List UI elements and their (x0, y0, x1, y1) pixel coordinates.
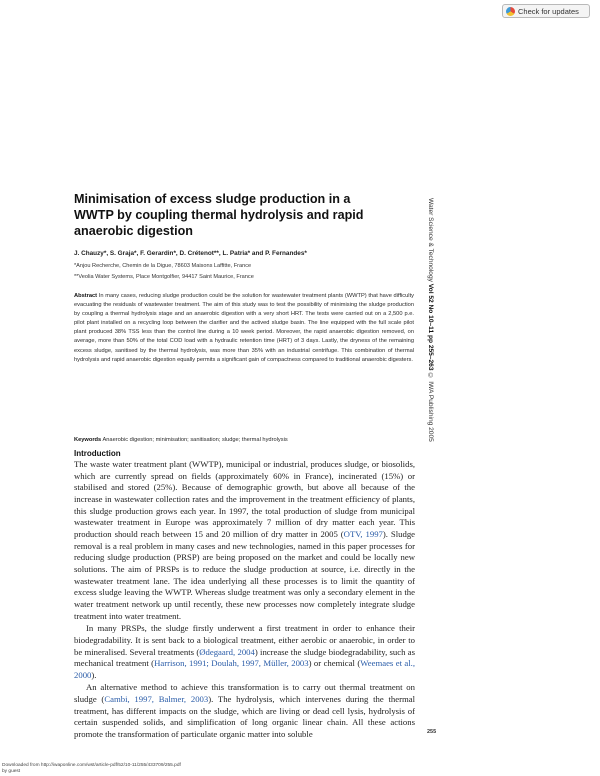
download-footer (2, 763, 181, 774)
download-by: by guest (2, 768, 21, 774)
keywords (74, 437, 414, 443)
journal-sidebar (427, 198, 434, 458)
paper-title: Minimisation of excess sludge production in a WWTP by coupling thermal hydrolysis and rapid anaerobic digestion (74, 192, 364, 238)
text-run: In many PRSPs, the sludge firstly underwent a first treatment in order to enhance their biodegradability. It is sent back to a biological treatment, either aerobic or anaerobic, in order to be mineralised. Several treatments ( (74, 623, 415, 657)
text-run: The waste water treatment plant (WWTP), municipal or industrial, produces sludge, or biosolids, which are currently spread on fields (approximately 60% in France), incinerated (15%) or stabilised and stored (25%). Because of demographic growth, but above all because of the increase in wastewater collection rates and the improvement in the treatment efficiency of plants, this sludge production grows each year. In 1997, the total production of sludge from municipal wastewater treatment in Europe was approximately 7 million of dry matter each year. This production should reach between 15 and 20 million of dry matter in 2005 ( (74, 459, 415, 539)
body-text (74, 459, 415, 741)
abstract-text: In many cases, reducing sludge production could be the solution for wastewater treatment plants (WWTP) that have difficulty evacuating the residuals of wastewater treatment. The aim of this study was to test the possibility of minimising the sludge production by coupling a thermal hydrolysis stage and an anaerobic digestion with a very short HRT. The tests were carried out on a 2,500 p.e. pilot plant installed on a recycling loop between the clarifier and the actived sludge basin. The line equipped with the full scale pilot plant produced 38% TSS less than the control line during a 10 week period. Moreover, the rapid anaerobic digestion removed, on average, more than 50% of the total COD load with a hydraulic retention time (HRT) of 3 days. Lastly, the dryness of the remaining excess sludge, sanitised by the thermal hydrolysis, was more than 35% with an industrial centrifuge. This combination of thermal hydrolysis and rapid anaerobic digestion equally permits a significant gain of compactness compared to traditional anaerobic digesters. (74, 293, 414, 363)
affiliation-2: **Veolia Water Systems, Place Montgolfier, 94417 Saint Maurice, France (74, 274, 254, 280)
text-run: ). Sludge removal is a real problem in many cases and new technologies, named in this paper processes for reducing sludge production (PRSP) are being proposed on the market and could be locally new solutions. The aim of PRSPs is to reduce the sludge production at source, i.e. directly in the wastewater treatment lane. The idea underlying all these processes is to limit the quantity of excess sludge leaving the WWTP. Whereas sludge treatment was only a secondary element in the water treatment network up until recently, these new processes now completely integrate sludge treatment into water treatment. (74, 528, 416, 621)
keywords-text: Anaerobic digestion; minimisation; sanitisation; sludge; thermal hydrolysis (101, 437, 288, 443)
citation-link[interactable]: OTV, 1997 (343, 528, 383, 539)
abstract-label: Abstract (74, 293, 98, 299)
crossmark-icon (506, 7, 515, 16)
authors: J. Chauzy*, S. Graja*, F. Gerardin*, D. Crétenot**, L. Patria* and P. Fernandes* (74, 250, 307, 257)
citation-link[interactable]: Cambi, 1997, Balmer, 2003 (104, 694, 209, 705)
keywords-label: Keywords (74, 437, 102, 443)
paragraph-2 (74, 623, 415, 681)
journal-volume: Vol 52 No 10–11 pp 255–263 (427, 281, 434, 371)
check-for-updates-button[interactable] (502, 4, 590, 18)
citation-link[interactable]: Harrison, 1991; Doulah, 1997, Müller, 2003 (154, 658, 309, 669)
journal-publisher: © IWA Publishing 2005 (427, 370, 434, 442)
page-number: 255 (427, 729, 437, 735)
text-run: ) or chemical ( (308, 658, 361, 669)
section-heading: Introduction (74, 449, 121, 458)
abstract (74, 292, 414, 365)
citation-link[interactable]: Weemaes et al., 2000 (74, 658, 416, 680)
check-for-updates-label: Check for updates (518, 6, 579, 16)
download-url[interactable]: Downloaded from http://iwaponline.com/wst/article-pdf/52/10-11/255/433709/255.pdf (2, 763, 181, 768)
text-run: ). The hydrolysis, which intervenes during the thermal treatment, has different impacts on the sludge, which are living or dead cell lysis, hydrolysis of certain suspended solids, and simplification of long organic linear chain. All these actions promote the transformation of particulate organic matter into soluble (74, 694, 416, 740)
text-run: ) increase the sludge biodegradability, such as mechanical treatment ( (74, 646, 415, 669)
text-run: ). (91, 669, 97, 680)
affiliation-1: *Anjou Recherche, Chemin de la Digue, 78603 Maisons Laffitte, France (74, 263, 252, 269)
citation-link[interactable]: Ødegaard, 2004 (199, 646, 255, 657)
paragraph-3 (74, 682, 415, 740)
journal-name: Water Science & Technology (427, 198, 434, 282)
paragraph-1 (74, 459, 415, 622)
text-run: An alternative method to achieve this transformation is to carry out thermal treatment on sludge ( (74, 682, 415, 705)
